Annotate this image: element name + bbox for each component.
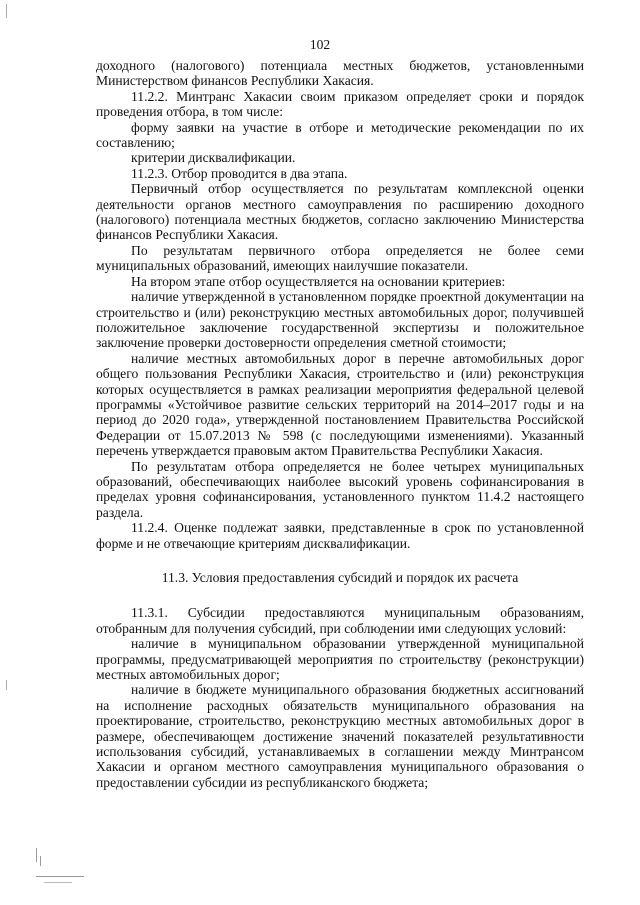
paragraph: По результатам отбора определяется не более четырех муниципальных образований, обеспечивающих наиболее высокий уровень софинансирования в пределах уровня софинансирования, установленного пунктом 11.4.2 настоящего раздела. — [96, 458, 584, 520]
scan-edge-mark — [6, 4, 7, 18]
paragraph: форму заявки на участие в отборе и методические рекомендации по их составлению; — [96, 119, 584, 151]
paragraph: доходного (налогового) потенциала местных бюджетов, установленными Министерством финансов Республики Хакасия. — [96, 58, 584, 89]
scan-artifact — [34, 846, 94, 886]
paragraph: наличие утвержденной в установленном порядке проектной документации на строительство и (или) реконструкцию местных автомобильных дорог, получившей положительное заключение государственной экспертизы и положительное заключение проверки достоверности определения сметной стоимости; — [96, 289, 584, 351]
paragraph: наличие местных автомобильных дорог в перечне автомобильных дорог общего пользования Республики Хакасия, строительство и (или) реконструкция которых осуществляется в рамках реализации мероприятия федеральной целевой программы «Устойчивое развитие сельских территорий на 2014–2017 годы и на период до 2020 года», утвержденной постановлением Правительства Российской Федерации от 15.07.2013 № 598 (с последующими изменениями). Указанный перечень утверждается правовым актом Правительства Республики Хакасия. — [96, 350, 584, 459]
paragraph: По результатам первичного отбора определяется не более семи муниципальных образований, имеющих наилучшие показатели. — [96, 242, 584, 274]
page-number: 102 — [309, 37, 331, 52]
paragraph: критерии дисквалификации. — [131, 150, 296, 166]
paragraph: 11.2.2. Минтранс Хакасии своим приказом определяет сроки и порядок проведения отбора, в том числе: — [96, 88, 584, 120]
paragraph: 11.3.1. Субсидии предоставляются муниципальным образованиям, отобранным для получения субсидий, при соблюдении ими следующих условий: — [96, 605, 584, 636]
scan-edge-mark — [6, 680, 7, 690]
paragraph: 11.2.4. Оценке подлежат заявки, представленные в срок по установленной форме и не отвечающие критериям дисквалификации. — [96, 520, 584, 551]
paragraph: На втором этапе отбор осуществляется на основании критериев: — [131, 273, 506, 289]
paragraph: наличие в муниципальном образовании утвержденной муниципальной программы, предусматривающей мероприятия по строительству (реконструкции) местных автомобильных дорог; — [96, 636, 584, 683]
section-title: 11.3. Условия предоставления субсидий и порядок их расчета — [161, 570, 519, 585]
paragraph: наличие в бюджете муниципального образования бюджетных ассигнований на исполнение расходных обязательств муниципального образования на проектирование, строительство, реконструкцию местных автомобильных дорог в размере, обеспечивающем достижение значений показателей результативности использования субсидий, устанавливаемых в соглашении между Минтрансом Хакасии и органом местного самоуправления муниципального образования о предоставлении субсидии из республиканского бюджета; — [96, 682, 584, 790]
paragraph: 11.2.3. Отбор проводится в два этапа. — [131, 165, 348, 181]
paragraph: Первичный отбор осуществляется по результатам комплексной оценки деятельности органов местного самоуправления по расширению доходного (налогового) потенциала местных бюджетов, согласно заключению Министерства финансов Республики Хакасия. — [96, 181, 584, 243]
document-body — [96, 58, 584, 790]
